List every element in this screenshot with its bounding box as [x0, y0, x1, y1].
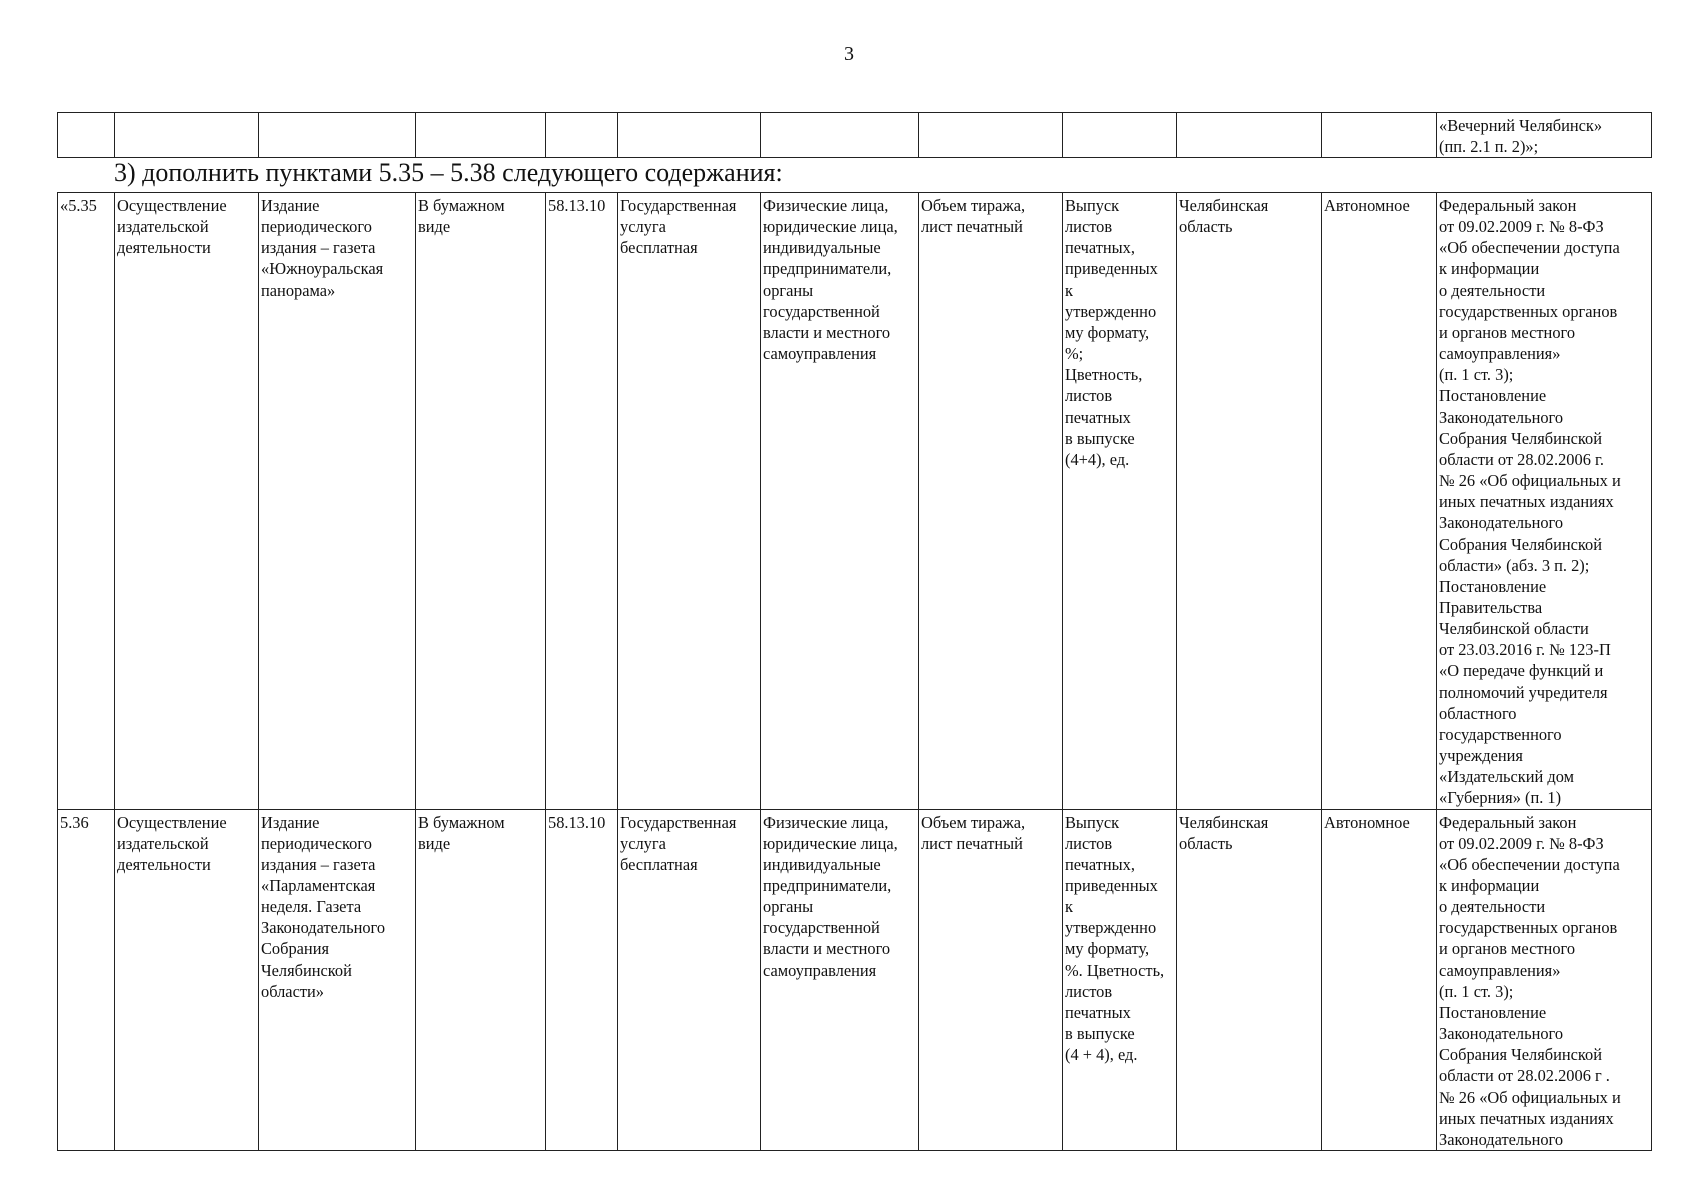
- table-cell: [761, 113, 919, 158]
- legal-basis-cell: Федеральный закон от 09.02.2009 г. № 8-ФЗ «Об обеспечении доступа к информации о деятельности государственных органов и органов местного самоуправления» (п. 1 ст. 3); Постановление Законодательного Собрания Челябинской области от 28.02.2006 г. № 26 «Об официальных и иных печатных изданиях Законодательного Собрания Челябинской области» (абз. 3 п. 2); Постановление Правительства Челябинской области от 23.03.2016 г. № 123-П «О передаче функций и полномочий учредителя областного государственного учреждения «Издательский дом «Губерния» (п. 1): [1437, 193, 1652, 810]
- service-type-cell: Государственная услуга бесплатная: [618, 809, 761, 1151]
- table-cell: [1322, 113, 1437, 158]
- quality-indicator-cell: Выпуск листов печатных, приведенных к утвержденно му формату, %. Цветность, листов печатных в выпуске (4 + 4), ед.: [1063, 809, 1177, 1151]
- page-number: 3: [844, 43, 854, 65]
- table-row-5-35: [58, 193, 1652, 810]
- continuation-row: [58, 113, 1652, 158]
- service-name-cell: Издание периодического издания – газета «Южноуральская панорама»: [259, 193, 416, 810]
- table-cell: [618, 113, 761, 158]
- activity-cell: Осуществление издательской деятельности: [115, 809, 259, 1151]
- institution-type-cell: Автономное: [1322, 809, 1437, 1151]
- quality-indicator-cell: Выпуск листов печатных, приведенных к утвержденно му формату, %; Цветность, листов печатных в выпуске (4+4), ед.: [1063, 193, 1177, 810]
- legal-basis-cell: Федеральный закон от 09.02.2009 г. № 8-ФЗ «Об обеспечении доступа к информации о деятельности государственных органов и органов местного самоуправления» (п. 1 ст. 3); Постановление Законодательного Собрания Челябинской области от 28.02.2006 г . № 26 «Об официальных и иных печатных изданиях Законодательного: [1437, 809, 1652, 1151]
- table-cell: [416, 113, 546, 158]
- form-cell: В бумажном виде: [416, 193, 546, 810]
- table-cell: [1177, 113, 1322, 158]
- table-cell: [1063, 113, 1177, 158]
- service-name-cell: Издание периодического издания – газета «Парламентская неделя. Газета Законодательного Собрания Челябинской области»: [259, 809, 416, 1151]
- consumers-cell: Физические лица, юридические лица, индивидуальные предприниматели, органы государственной власти и местного самоуправления: [761, 809, 919, 1151]
- table-cell: [259, 113, 416, 158]
- okved-code-cell: 58.13.10: [546, 809, 618, 1151]
- consumers-cell: Физические лица, юридические лица, индивидуальные предприниматели, органы государственной власти и местного самоуправления: [761, 193, 919, 810]
- form-cell: В бумажном виде: [416, 809, 546, 1151]
- table-cell: [115, 113, 259, 158]
- table-cell: [58, 113, 115, 158]
- table-cell: «Вечерний Челябинск» (пп. 2.1 п. 2)»;: [1437, 113, 1652, 158]
- table-cell: [919, 113, 1063, 158]
- activity-cell: Осуществление издательской деятельности: [115, 193, 259, 810]
- institution-type-cell: Автономное: [1322, 193, 1437, 810]
- table-cell: [546, 113, 618, 158]
- item-number-cell: 5.36: [58, 809, 115, 1151]
- okved-code-cell: 58.13.10: [546, 193, 618, 810]
- region-cell: Челябинская область: [1177, 809, 1322, 1151]
- region-cell: Челябинская область: [1177, 193, 1322, 810]
- item-number-cell: «5.35: [58, 193, 115, 810]
- volume-indicator-cell: Объем тиража, лист печатный: [919, 193, 1063, 810]
- continuation-table: [57, 112, 1652, 158]
- volume-indicator-cell: Объем тиража, лист печатный: [919, 809, 1063, 1151]
- service-type-cell: Государственная услуга бесплатная: [618, 193, 761, 810]
- table-row-5-36: [58, 809, 1652, 1151]
- amendment-instruction: 3) дополнить пунктами 5.35 – 5.38 следующего содержания:: [114, 158, 783, 187]
- services-table: [57, 192, 1652, 1151]
